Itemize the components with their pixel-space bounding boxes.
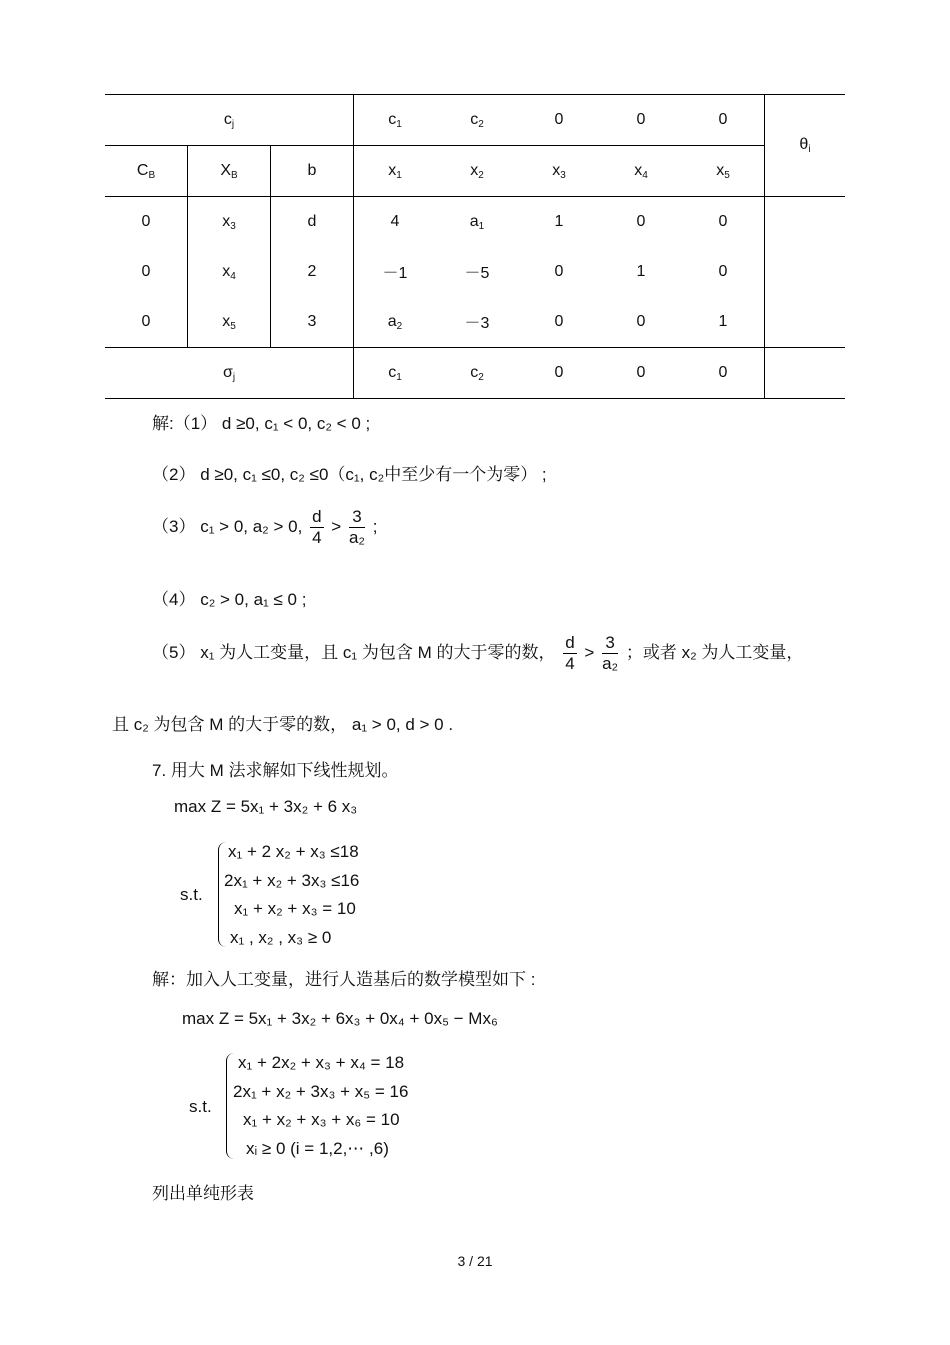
cell: 1: [518, 197, 600, 248]
cell: 0: [682, 247, 765, 297]
header-cell: b: [271, 146, 354, 197]
sigma-cell: 0: [600, 348, 682, 399]
cell: －3: [464, 315, 490, 332]
solution-1-prefix: 解:（1）: [152, 414, 218, 433]
cell: 0: [105, 247, 188, 297]
page-number: 3 / 21: [457, 1253, 493, 1269]
solution-2-text: d ≥0, c₁ ≤0, c₂ ≤0（c₁, c₂中至少有一个为零） ;: [200, 465, 547, 484]
theta-cell: [765, 197, 846, 348]
sigma-cell: $c_1$: [354, 348, 437, 399]
sigma-theta-cell: [765, 348, 846, 399]
solution-5-prefix: （5）: [152, 642, 196, 662]
brace-icon: [226, 1053, 235, 1159]
solution-1-text: d ≥0, c₁ < 0, c₂ < 0 ;: [221, 414, 371, 433]
solution-2-prefix: （2）: [152, 465, 196, 484]
cj-cell: 0: [682, 95, 765, 146]
constraint: xᵢ ≥ 0 (i = 1,2,⋯ ,6): [246, 1139, 389, 1158]
cell: 0: [554, 262, 564, 280]
solution-3-text: c₁ > 0, a₂ > 0,: [200, 516, 303, 536]
gt-sign: >: [584, 642, 595, 662]
cj-cell: $c_1$: [388, 110, 402, 130]
header-cell: $C_B$: [105, 146, 188, 197]
cell: 0: [105, 297, 188, 348]
header-row: [105, 146, 845, 197]
solution-5-continued: [112, 710, 453, 735]
cell: 1: [636, 262, 646, 280]
problem-7-title: 7. 用大 M 法求解如下线性规划。: [152, 761, 399, 780]
table-row: [105, 197, 845, 248]
brace-icon: [218, 842, 227, 947]
cell: $x_5$: [188, 297, 271, 348]
header-cell: $x_4$: [600, 146, 682, 197]
sigma-label: $\sigma_j$: [105, 348, 354, 399]
cell: 2: [271, 247, 354, 297]
cj-row: [105, 95, 845, 146]
solution-5-text-a: x₁ 为人工变量，且 c₁ 为包含 M 的大于零的数，: [200, 642, 556, 662]
solution-5-text-b: ；或者 x₂ 为人工变量，: [625, 642, 804, 662]
solution-4-prefix: （4）: [152, 590, 196, 609]
sigma-row: [105, 348, 845, 399]
sigma-cell: $c_2$: [436, 348, 518, 399]
constraint: x₁ + 2 x₂ + x₃ ≤18: [228, 842, 359, 861]
fraction-3-over-a2: $\frac{3}{\text{a₂}}$: [348, 507, 365, 547]
cell: d: [271, 197, 354, 248]
table-row: [105, 297, 845, 348]
cell: 0: [600, 197, 682, 248]
answer-7-objective: max Z = 5x₁ + 3x₂ + 6x₃ + 0x₄ + 0x₅ − Mx₆: [182, 1009, 498, 1028]
fraction-3-over-a2: $\frac{3}{\text{a₂}}$: [602, 633, 619, 673]
cell: 3: [271, 297, 354, 348]
header-cell: $x_3$: [518, 146, 600, 197]
theta-header: $\theta_i$: [799, 136, 811, 155]
table-row: [105, 247, 845, 297]
cell: －5: [464, 265, 490, 282]
cell: $a_2$: [387, 312, 403, 332]
cell: $x_4$: [188, 247, 271, 297]
constraint: 2x₁ + x₂ + 3x₃ ≤16: [224, 871, 360, 890]
fraction-d-over-4: $\frac{d}{4}$: [565, 633, 575, 673]
sigma-cell: 0: [682, 348, 765, 399]
cell: $a_1$: [436, 197, 518, 248]
constraint: x₁ + x₂ + x₃ + x₆ = 10: [243, 1110, 400, 1129]
solution-1: [152, 409, 370, 434]
list-simplex-table: 列出单纯形表: [152, 1184, 254, 1203]
gt-sign: >: [331, 516, 342, 536]
problem-7-objective: max Z = 5x₁ + 3x₂ + 6 x₃: [174, 797, 358, 816]
solution-5-text-c: 且 c₂ 为包含 M 的大于零的数， a₁ > 0, d > 0 .: [112, 715, 454, 734]
cell: 0: [682, 197, 765, 248]
solution-3-prefix: （3）: [152, 516, 196, 536]
cj-cell: $c_2$: [470, 110, 484, 130]
cell: 0: [636, 312, 646, 330]
constraint: x₁ , x₂ , x₃ ≥ 0: [230, 928, 332, 947]
problem-7-st: s.t.: [180, 885, 203, 904]
constraint: x₁ + 2x₂ + x₃ + x₄ = 18: [238, 1053, 405, 1072]
solution-4: [152, 585, 306, 610]
constraint: x₁ + x₂ + x₃ = 10: [234, 899, 356, 918]
answer-7-st: s.t.: [189, 1097, 212, 1116]
simplex-table: [105, 94, 845, 399]
cj-label: $c_j$: [105, 95, 354, 146]
header-cell: $X_B$: [188, 146, 271, 197]
solution-3: [152, 507, 377, 548]
header-cell: $x_1$: [354, 146, 437, 197]
solution-2: [152, 460, 547, 485]
solution-5: [152, 633, 803, 674]
sigma-cell: 0: [518, 348, 600, 399]
cj-cell: 0: [636, 110, 646, 128]
cell: $x_3$: [188, 197, 271, 248]
solution-4-text: c₂ > 0, a₁ ≤ 0 ;: [200, 590, 307, 609]
constraint: 2x₁ + x₂ + 3x₃ + x₅ = 16: [233, 1082, 409, 1101]
semicolon: ;: [372, 516, 378, 536]
header-cell: $x_2$: [436, 146, 518, 197]
cell: 4: [354, 197, 437, 248]
answer-7-intro: 解：加入人工变量，进行人造基后的数学模型如下 :: [152, 970, 536, 989]
header-cell: $x_5$: [682, 146, 765, 197]
cell: 0: [554, 312, 564, 330]
cell: 0: [105, 197, 188, 248]
fraction-d-over-4: $\frac{d}{4}$: [312, 507, 322, 547]
cell: －1: [382, 265, 408, 282]
cj-cell: 0: [554, 110, 564, 128]
cell: 1: [682, 297, 765, 348]
